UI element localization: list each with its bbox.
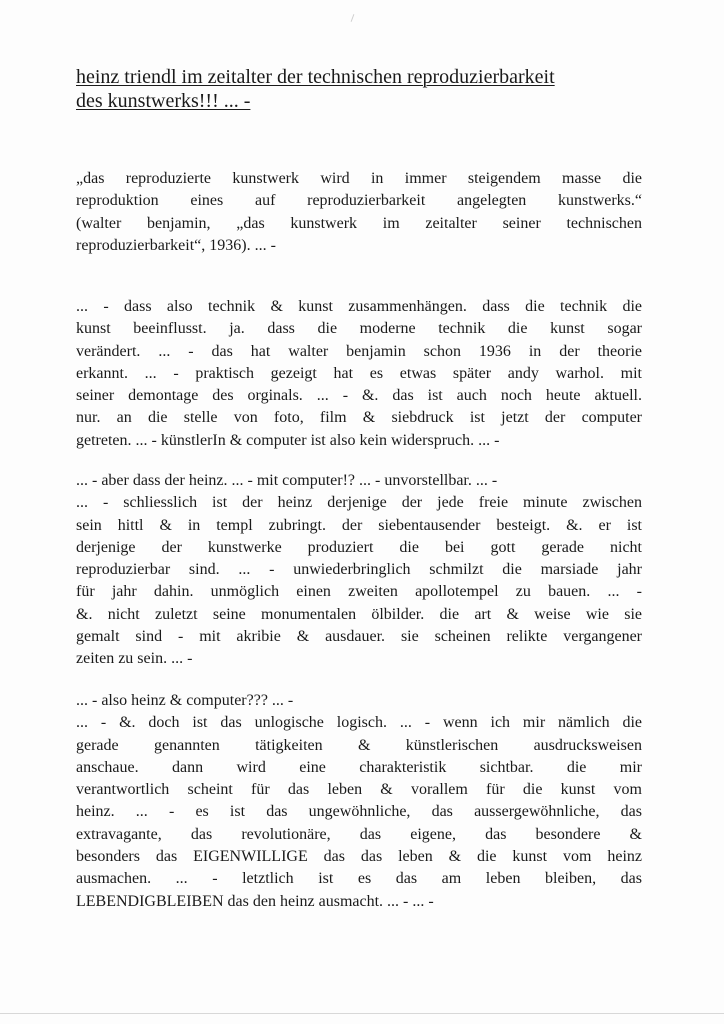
text-line: zeiten zu sein. ... -: [76, 650, 193, 668]
text-line: anschaue. dann wird eine charakteristik sichtbar. die mir: [76, 758, 642, 776]
document-title: [76, 65, 646, 113]
text-line: gerade genannten tätigkeiten & künstlerischen ausdrucksweisen: [76, 736, 642, 754]
text-line: für jahr dahin. unmöglich einen zweiten apollotempel zu bauen. ... -: [76, 583, 642, 601]
text-line: getreten. ... - künstlerIn & computer ist also kein widerspruch. ... -: [76, 431, 500, 449]
text-line: besonders das EIGENWILLIGE das das leben & die kunst vom heinz: [76, 848, 642, 866]
text-line: ... - dass also technik & kunst zusammenhängen. dass die technik die: [76, 298, 642, 315]
text-line: erkannt. ... - praktisch gezeigt hat es etwas später andy warhol. mit: [76, 364, 642, 382]
text-line: heinz. ... - es ist das ungewöhnliche, das aussergewöhnliche, das: [76, 803, 642, 821]
text-line: extravagante, das revolutionäre, das eigene, das besondere &: [76, 825, 642, 843]
text-line: verantwortlich scheint für das leben & vorallem für die kunst vom: [76, 781, 642, 799]
text-line: ... - aber dass der heinz. ... - mit computer!? ... - unvorstellbar. ... -: [76, 472, 498, 489]
text-line: ... - also heinz & computer??? ... -: [76, 692, 294, 709]
text-line: reproduzierbar sind. ... - unwiederbringlich schmilzt die marsiade jahr: [76, 561, 642, 579]
text-line: &. nicht zuletzt seine monumentalen ölbilder. die art & weise wie sie: [76, 605, 642, 623]
scan-speck: [351, 14, 355, 22]
text-line: LEBENDIGBLEIBEN das den heinz ausmacht. ... - ... -: [76, 892, 434, 910]
text-line: „das reproduzierte kunstwerk wird in immer steigendem masse die: [76, 170, 642, 187]
body-paragraph-computer: [76, 690, 642, 913]
text-line: kunst beeinflusst. ja. dass die moderne technik die kunst sogar: [76, 320, 642, 338]
title-line: heinz triendl im zeitalter der technischen reproduzierbarkeit: [76, 66, 555, 88]
text-line: verändert. ... - das hat walter benjamin schon 1936 in der theorie: [76, 342, 642, 360]
text-line: nur. an die stelle von foto, film & siebdruck ist jetzt der computer: [76, 409, 642, 427]
text-line: ... - &. doch ist das unlogische logisch. ... - wenn ich mir nämlich die: [76, 714, 642, 732]
body-paragraph-heinz: [76, 470, 642, 671]
text-line: derjenige der kunstwerke produziert die bei gott gerade nicht: [76, 538, 642, 556]
text-line: reproduzierbarkeit“, 1936). ... -: [76, 236, 276, 254]
title-line: des kunstwerks!!! ... -: [76, 90, 251, 112]
body-paragraph-technik: [76, 296, 642, 452]
text-line: seiner demontage des orginals. ... - &. das ist auch noch heute aktuell.: [76, 387, 642, 405]
scan-edge-line: [0, 1013, 724, 1014]
text-line: ausmachen. ... - letztlich ist es das am leben bleiben, das: [76, 870, 642, 888]
text-line: sein hittl & in templ zubringt. der siebentausender besteigt. &. er ist: [76, 516, 642, 534]
text-line: ... - schliesslich ist der heinz derjenige der jede freie minute zwischen: [76, 494, 642, 512]
quote-paragraph: [76, 168, 642, 257]
text-line: (walter benjamin, „das kunstwerk im zeitalter seiner technischen: [76, 214, 642, 232]
text-line: reproduktion eines auf reproduzierbarkeit angelegten kunstwerks.“: [76, 192, 642, 210]
text-line: gemalt sind - mit akribie & ausdauer. sie scheinen relikte vergangener: [76, 628, 642, 646]
